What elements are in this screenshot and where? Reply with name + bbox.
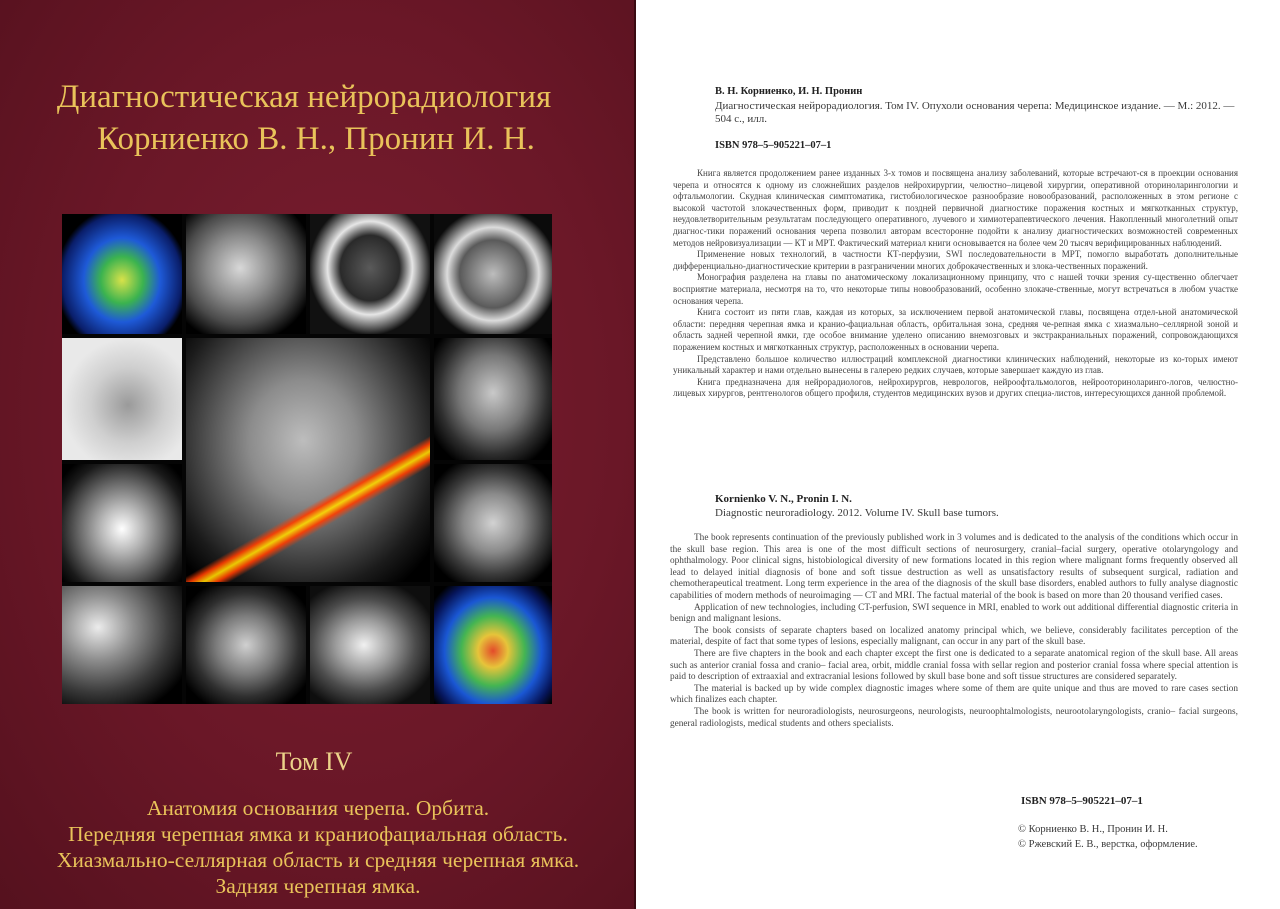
- ru-paragraph: Книга состоит из пяти глав, каждая из которых, за исключением первой анатомической главы, посвящена отдел-ьной анатомической области: передняя черепная ямка и кранио-фациальная область, орбитальная зона, средняя че-репная ямка с хиазмально–селлярной зоной и область задней черепной ямки, где особое внимание уделено описанию внемозговых и экстракраниальных поражений, сопровождающихся поражением костных и мягкотканных структур, расположенных в основании черепа.: [673, 307, 1238, 352]
- ru-paragraph: Книга является продолжением ранее изданных 3-х томов и посвящена анализу заболеваний, которые встречают-ся в проекции основания черепа и относятся к одному из сложнейших разделов нейрохирургии, челюстно–лицевой хирургии, оперативной оториноларингологии и офтальмологии. Скудная клиническая симптоматика, гистобиологическое разнообразие новообразований, расположенных в этом регионе с высокой частотой злокачественных форм, приводит к поздней первичной диагностике поражения костных и мягкотканных структур, неудовлетворительным результатам последующего оперативного, лучевого и химиотерапевтического лечения. Накопленный многолетний опыт диагнос-тики поражений основания черепа позволил авторам всесторонне подойти к анализу диагностических возможностей современных методов нейровизуализации — КТ и МРТ. Фактический материал книги основывается на более чем 20 тысяч верифицированных наблюдений.: [673, 168, 1238, 248]
- copyright-line: © Ржевский Е. В., верстка, оформление.: [1018, 839, 1198, 850]
- en-paragraph: There are five chapters in the book and each chapter except the first one is dedicated to a separate anatomical region of the skull base. All areas such as anterior cranial fossa and cranio– facial area, orbit, middle cranial fossa with sellar region and posterior cranial fossa where special attention is paid to description of extraaxial and extracranial lesions followed by skull base bone and soft tissue structures are considered separately.: [670, 648, 1238, 683]
- book-cover: [0, 0, 636, 909]
- mri-ct-scan-collage-image: [62, 214, 552, 704]
- perfusion-map-image: [62, 214, 182, 334]
- ru-paragraph: Книга предназначена для нейрорадиологов, нейрохирургов, неврологов, нейроофтальмологов, нейрооториноларинго-логов, челюстно-лицевых хирургов, рентгенологов общего профиля, студентов медицинских вузов и других специа-листов, интересующихся данной проблемой.: [673, 376, 1238, 399]
- axial-mri-orbit-image: [62, 586, 182, 704]
- cover-authors: Корниенко В. Н., Пронин И. Н.: [97, 121, 535, 157]
- copyright-line: © Корниенко В. Н., Пронин И. Н.: [1018, 824, 1168, 835]
- cover-subtitle-line: Задняя черепная ямка.: [215, 874, 421, 898]
- cover-subtitle-line: Передняя черепная ямка и краниофациальная область.: [68, 822, 568, 846]
- sagittal-mri-image: [186, 214, 306, 334]
- sagittal-mri-image: [434, 338, 552, 460]
- ru-paragraph: Применение новых технологий, в частности КТ-перфузии, SWI последовательности в МРТ, помогло выработать дополнительные дифференциально-диагностические критерии в разграничении многих доброкачественных и злока-чественных поражений.: [673, 249, 1238, 271]
- en-abstract: [670, 533, 1238, 730]
- perfusion-map-image: [434, 586, 552, 704]
- en-authors: Kornienko V. N., Pronin I. N.: [715, 493, 852, 505]
- en-paragraph: The book represents continuation of the previously published work in 3 volumes and is dedicated to the analysis of the conditions which occur in the skull base region. This area is one of the most difficult sections of neurosurgery, cranial–facial surgery, operative otolaryngology and ophthalmology. Poor clinical signs, histobiological diversity of new formations located in this region where malignant forms frequently observed all lead to delayed initial diagnosis of bone and soft tissue destruction as well as unsatisfactory results of subsequent surgical, radiation and chemotherapeutical treatment. Long term experience in the area of the diagnosis of the skull base disorders, enabled authors to fully analyse diagnostic capabilities of modern methods of neuroimaging — CT and MRI. The factual material of the book is based on more than 20 thousand verified cases.: [670, 533, 1238, 601]
- en-citation: Diagnostic neuroradiology. 2012. Volume IV. Skull base tumors.: [715, 507, 999, 519]
- en-paragraph: The book is written for neuroradiologists, neurosurgeons, neurologists, neuroophtalmologists, neurootolaryngologists, cranio– facial surgeons, general radiologists, medical students and others specialists.: [670, 706, 1238, 729]
- cover-title: Диагностическая нейрорадиология: [56, 79, 552, 115]
- cover-subtitle-line: Хиазмально-селлярная область и средняя черепная ямка.: [56, 848, 580, 872]
- axial-mri-image: [186, 586, 306, 704]
- axial-ct-image: [310, 214, 430, 334]
- en-paragraph: The book consists of separate chapters based on localized anatomy principal which, we believe, considerably facilitates perception of the material, despite of fact that some types of lesions, especially malignant, can occur in any part of the skull base.: [670, 625, 1238, 648]
- angiography-image: [62, 338, 182, 460]
- cover-volume: Том IV: [275, 747, 353, 776]
- ru-citation: Диагностическая нейрорадиология. Том IV. Опухоли основания черепа: Медицинское издание. — М.: 2012. — 504 с., илл.: [715, 100, 1235, 125]
- imprint-page: [640, 0, 1280, 909]
- cover-subtitle-line: Анатомия основания черепа. Орбита.: [146, 796, 490, 820]
- ru-authors: В. Н. Корниенко, И. Н. Пронин: [715, 86, 863, 97]
- coronal-mri-image: [62, 464, 182, 582]
- sagittal-mri-main-image: [186, 338, 430, 582]
- en-paragraph: The material is backed up by wide complex diagnostic images where some of them are quite unique and thus are moved to rare cases section which finalizes each chapter.: [670, 683, 1238, 706]
- en-paragraph: Application of new technologies, including CT-perfusion, SWI sequence in MRI, enabled to work out additional differential diagnostic criteria in benign and malignant lesions.: [670, 602, 1238, 625]
- ru-paragraph: Монография разделена на главы по анатомическому локализационному принципу, что с нашей точки зрения су-щественно облегчает восприятие материала, несмотря на то, что некоторые типы новообразований, особенно злокаче-ственные, могут встречаться в любом участке основания черепа.: [673, 272, 1238, 306]
- axial-mri-image: [434, 214, 552, 334]
- sagittal-mri-image: [434, 464, 552, 582]
- axial-ct-image: [310, 586, 430, 704]
- ru-paragraph: Представлено большое количество иллюстраций комплексной диагностики клинических наблюдений, некоторые из ко-торых имеют уникальный характер и нами отдельно вынесены в галерею редких случаев, которые завершает каждую из глав.: [673, 353, 1238, 376]
- ru-abstract: [673, 168, 1238, 400]
- isbn-bottom: ISBN 978–5–905221–07–1: [1021, 795, 1143, 807]
- ru-isbn: ISBN 978–5–905221–07–1: [715, 140, 832, 151]
